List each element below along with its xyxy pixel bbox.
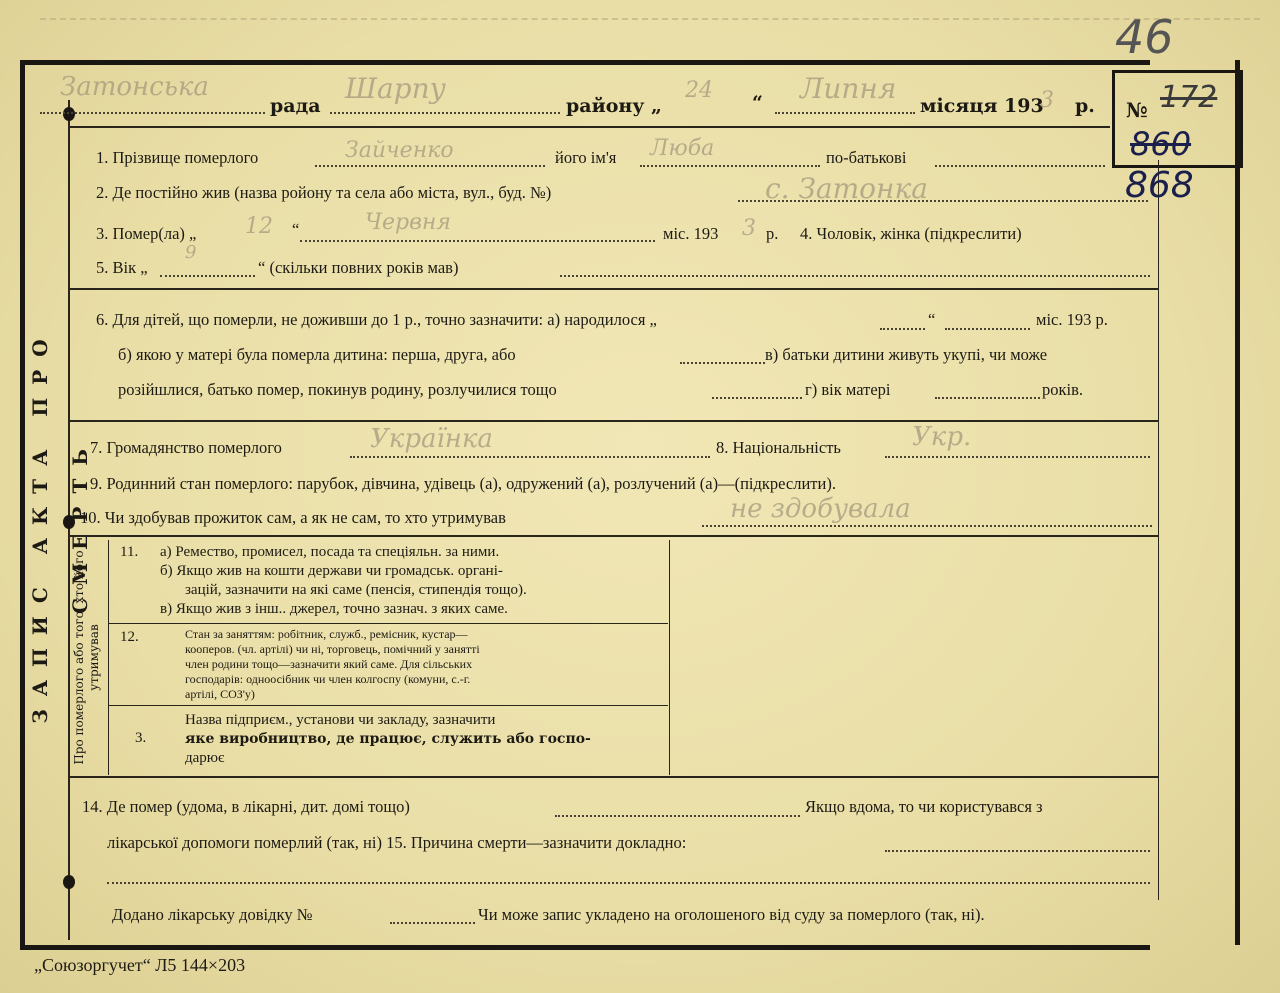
row-11-line-b2: зацій, зазначити на які саме (пенсія, стипендія тощо). [185, 582, 527, 598]
field-5-suffix: “ (скільки повних років мав) [258, 258, 459, 277]
row-13-line-2: яке виробництво, де працює, служить або госпо- [185, 731, 591, 747]
row-12-num: 12. [120, 629, 139, 645]
rule-after-5 [70, 288, 1158, 290]
field-6c-suffix: років. [1042, 380, 1084, 399]
day-value[interactable]: 24 [685, 78, 713, 103]
archive-page-number: 46 [1115, 10, 1174, 64]
field-14-label: 14. Де помер (удома, в лікарні, дит. домі тощо) [82, 797, 410, 816]
box-rule-2 [108, 705, 668, 706]
field-6c-line [712, 397, 802, 399]
row-12-line-3: член родини тощо—зазначити який саме. Для сільських [185, 657, 473, 671]
field-6a-day-line [880, 328, 925, 330]
field-5-value[interactable]: 9 [185, 242, 197, 263]
month-label: місяця 193 [920, 95, 1044, 117]
field-6c-label: розійшлися, батько помер, покинув родину, розлучилися тощо [118, 380, 557, 399]
box-rule-1 [108, 623, 668, 624]
medical-certificate-label: Додано лікарську довідку № [112, 905, 313, 924]
year-suffix: р. [1075, 95, 1095, 117]
vertical-form-title: ЗАПИС АКТА ПРО СМЕРТЬ [28, 326, 92, 724]
record-number-label: № [1126, 98, 1148, 122]
field-1-line [315, 165, 545, 167]
record-number-struck-1: 172 [1160, 80, 1218, 115]
field-6b-suffix: в) батьки дитини живуть укупі, чи може [765, 345, 1048, 364]
rule-after-box [70, 776, 1158, 778]
field-5-age-line [160, 275, 255, 277]
field-7-value[interactable]: Українка [370, 424, 493, 454]
field-6a-label: 6. Для дітей, що померли, не доживши до 1 р., точно зазначити: а) народилося „ [96, 310, 657, 329]
field-3-year[interactable]: 3 [742, 216, 756, 241]
field-3-month[interactable]: Червня [365, 210, 451, 235]
field-1-label: 1. Прізвище померлого [96, 148, 259, 167]
field-14-line [555, 815, 800, 817]
inner-right-rule [1158, 160, 1159, 900]
field-6a-month-line [945, 328, 1030, 330]
district-name-value[interactable]: Шарпу [345, 72, 446, 105]
field-9-label: 9. Родинний стан померлого: парубок, дівчина, удівець (а), одружений (а), розлучений (а)—(підкреслити). [90, 474, 836, 493]
quote-close: “ [752, 92, 763, 114]
field-7-line [350, 456, 710, 458]
field-1b-line [640, 165, 820, 167]
field-2-value[interactable]: с. Затонка [765, 172, 928, 205]
field-14-suffix: Якщо вдома, то чи користувався з [805, 797, 1043, 816]
field-5-line [560, 275, 1150, 277]
row-12-line-4: господарів: одноосібник чи член колгоспу (комуни, с.-г. [185, 672, 471, 686]
field-15-line-2 [107, 882, 1150, 884]
council-label: рада [270, 95, 321, 117]
field-10-label: 10. Чи здобував прожиток сам, а як не сам, то хто утримував [80, 508, 506, 527]
field-7-label: 7. Громадянство померлого [90, 438, 282, 457]
field-6c-age-line [935, 397, 1040, 399]
row-13-num: 3. [135, 730, 147, 746]
rule-after-10 [70, 535, 1158, 537]
field-6a-mid: “ [928, 310, 936, 329]
field-3-suffix: міс. 193 [663, 224, 719, 243]
court-declared-question: Чи може запис укладено на оголошеного від суду за померлого (так, ні). [478, 905, 985, 924]
field-1b-value[interactable]: Люба [650, 136, 715, 161]
field-6a-suffix: міс. 193 р. [1036, 310, 1108, 329]
record-number-struck-2: 860 [1130, 125, 1192, 163]
field-10-line [702, 525, 1152, 527]
field-5-label: 5. Вік „ [96, 258, 148, 277]
field-2-label: 2. Де постійно жив (назва ройону та села або міста, вул., буд. №) [96, 183, 552, 202]
row-13-line-1: Назва підприєм., установи чи закладу, зазначити [185, 712, 496, 728]
council-name-value[interactable]: Затонська [60, 72, 209, 102]
row-11-line-a: а) Ремество, промисел, посада та спеціяльн. за ними. [160, 544, 500, 560]
row-12-line-2: кооперов. (чл. артілі) чи ні, торговець, помічний у заняттi [185, 642, 480, 656]
field-1-value[interactable]: Зайченко [345, 138, 454, 163]
field-8-value[interactable]: Укр. [912, 422, 972, 452]
field-3-line [300, 240, 655, 242]
punch-hole-bottom [63, 875, 75, 889]
field-3-label: 3. Помер(ла) „ [96, 224, 197, 243]
punch-hole-top [63, 107, 75, 121]
council-dotted-line [40, 112, 265, 114]
field-15-line [885, 850, 1150, 852]
rule-after-6 [70, 420, 1158, 422]
field-3-year-suffix: р. [766, 224, 779, 243]
row-12-line-1: Стан за заняттям: робітник, служб., ремісник, кустар— [185, 627, 468, 641]
row-13-line-3: дарює [185, 750, 225, 766]
box-side-label: Про померлого або того, хто його утримував [72, 550, 101, 765]
frame-right-border [1235, 60, 1240, 945]
top-dashed-edge [40, 18, 1260, 20]
field-3-quote: “ [292, 220, 300, 239]
row-12-line-5: артілі, СОЗ'у) [185, 687, 255, 701]
district-dotted-line [330, 112, 560, 114]
medical-certificate-line [390, 922, 475, 924]
row-11-line-b: б) Якщо жив на кошти держави чи громадськ. органі- [160, 563, 503, 579]
printer-mark: „Союзоргучет“ Л5 144×203 [34, 955, 246, 975]
field-8-line [885, 456, 1150, 458]
field-10-value[interactable]: не здобувала [730, 494, 911, 524]
year-digit-value[interactable]: 3 [1040, 88, 1054, 113]
field-6c-mid: г) вік матері [805, 380, 891, 399]
field-6b-label: б) якою у матері була померла дитина: перша, друга, або [118, 345, 516, 364]
month-dotted-line [775, 112, 915, 114]
field-8-label: 8. Національність [716, 438, 841, 457]
district-label: району „ [566, 95, 662, 117]
header-rule [70, 126, 1110, 128]
field-4-label: 4. Чоловік, жінка (підкреслити) [800, 224, 1022, 243]
row-11-line-c: в) Якщо жив з інш.. джерел, точно зазнач. з яких саме. [160, 601, 508, 617]
row-11-num: 11. [120, 544, 139, 560]
field-1b-label: його ім'я [555, 148, 617, 167]
record-number-current[interactable]: 868 [1125, 165, 1194, 206]
month-value[interactable]: Липня [800, 72, 897, 105]
field-1c-label: по-батькові [826, 148, 907, 167]
field-15-label: лікарської допомоги померлий (так, ні) 15. Причина смерти—зазначити докладно: [107, 833, 687, 852]
field-3-day[interactable]: 12 [245, 214, 273, 239]
field-1c-line [935, 165, 1105, 167]
field-6b-line [680, 362, 765, 364]
